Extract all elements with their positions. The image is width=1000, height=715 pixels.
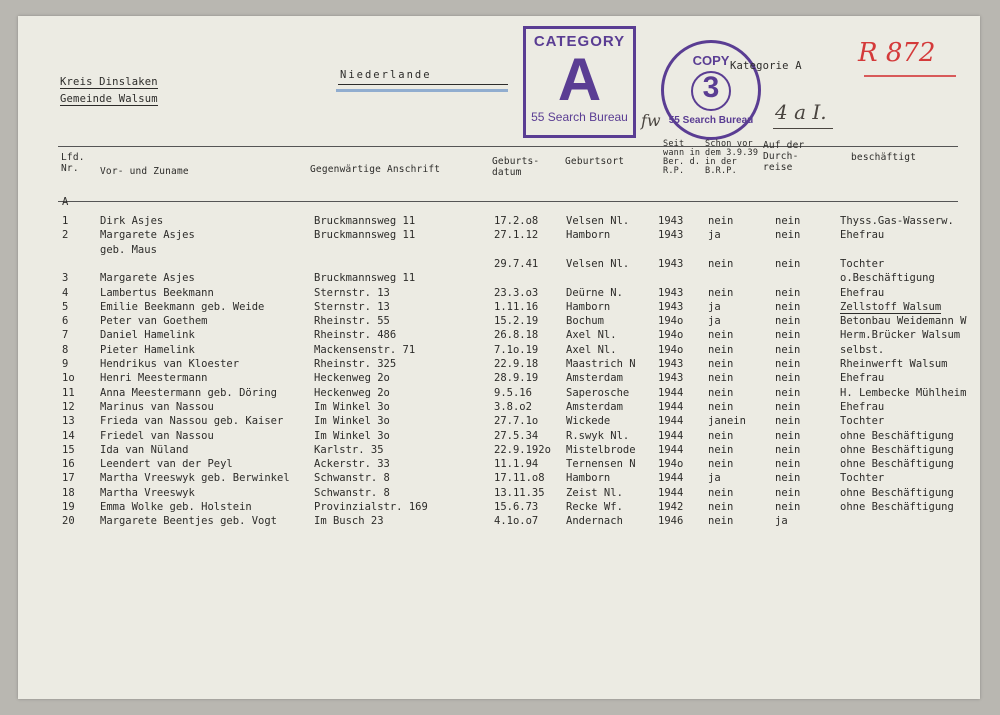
row-before: nein	[708, 458, 734, 471]
row-since: 1944	[658, 486, 684, 499]
row-birthplace: Ternensen N	[566, 458, 636, 471]
handwritten-initials: fw	[641, 111, 661, 130]
row-birthplace: Mistelbrode	[566, 443, 636, 456]
table-header-rule	[58, 201, 958, 202]
row-name: Frieda van Nassou geb. Kaiser	[100, 415, 284, 428]
row-birthplace: Deürne N.	[566, 286, 623, 299]
column-header-birthdate: Geburts- datum	[492, 156, 540, 178]
row-occupation: Ehefrau	[840, 400, 885, 413]
row-transit: nein	[775, 286, 801, 299]
table-row	[18, 472, 980, 485]
row-before: nein	[708, 329, 734, 342]
row-since: 194o	[658, 458, 684, 471]
table-row	[18, 329, 980, 342]
kreis-label: Kreis Dinslaken	[60, 76, 158, 88]
row-occupation: ohne Beschäftigung	[840, 486, 954, 499]
table-row	[18, 458, 980, 471]
row-before: ja	[708, 300, 721, 313]
column-header-address: Gegenwärtige Anschrift	[310, 164, 441, 175]
row-occupation: H. Lembecke Mühlheim	[840, 386, 967, 399]
row-birthdate: 1.11.16	[494, 300, 539, 313]
row-birthdate: 23.3.o3	[494, 286, 539, 299]
row-occupation: Tochter	[840, 472, 885, 485]
row-address: Schwanstr. 8	[314, 486, 390, 499]
row-name: Ida van Nüland	[100, 443, 189, 456]
row-before: nein	[708, 486, 734, 499]
row-name: geb. Maus	[100, 243, 157, 256]
blue-pencil-underline	[336, 89, 508, 92]
row-birthdate: 17.2.o8	[494, 215, 539, 227]
row-address: Heckenweg 2o	[314, 372, 390, 385]
table-row	[18, 372, 980, 385]
category-stamp	[523, 26, 636, 138]
row-birthdate: 26.8.18	[494, 329, 539, 342]
row-address: Bruckmannsweg 11	[314, 229, 416, 242]
row-birthplace: Hamborn	[566, 300, 611, 313]
row-name: Peter van Goethem	[100, 315, 208, 328]
row-transit: ja	[775, 515, 788, 528]
row-name: Lambertus Beekmann	[100, 286, 214, 299]
gemeinde-label: Gemeinde Walsum	[60, 93, 158, 105]
row-transit: nein	[775, 343, 801, 356]
table-row	[18, 215, 980, 228]
row-transit: nein	[775, 215, 801, 227]
row-birthdate: 7.1o.19	[494, 343, 539, 356]
row-transit: nein	[775, 257, 801, 270]
row-before: nein	[708, 358, 734, 370]
row-birthplace: Amsterdam	[566, 372, 623, 385]
row-since: 1943	[658, 215, 684, 227]
row-occupation: Ehefrau	[840, 229, 885, 242]
row-address: Bruckmannsweg 11	[314, 215, 416, 227]
copy-stamp	[661, 40, 761, 140]
row-since: 194o	[658, 329, 684, 342]
row-occupation: Thyss.Gas-Wasserw.	[840, 215, 954, 227]
table-row	[18, 501, 980, 514]
row-birthdate: 13.11.35	[494, 486, 545, 499]
row-before: nein	[708, 215, 734, 227]
row-before: janein	[708, 415, 746, 428]
column-header-since: Seit wann in Ber. d. R.P.	[663, 139, 701, 176]
row-address: Sternstr. 13	[314, 300, 390, 313]
row-since: 1943	[658, 257, 684, 270]
category-stamp-title: CATEGORY	[533, 33, 626, 50]
row-number: 1	[62, 215, 69, 227]
row-birthplace: R.swyk Nl.	[566, 429, 630, 442]
reference-number: R 872	[858, 38, 936, 68]
row-birthdate: 17.11.o8	[494, 472, 545, 485]
row-number: 14	[62, 429, 75, 442]
row-name: Henri Meestermann	[100, 372, 208, 385]
row-transit: nein	[775, 458, 801, 471]
row-number: 5	[62, 300, 69, 313]
row-occupation: Rheinwerft Walsum	[840, 358, 948, 370]
row-number: 11	[62, 386, 75, 399]
row-occupation: ohne Beschäftigung	[840, 501, 954, 513]
row-before: nein	[708, 286, 734, 299]
row-birthdate: 15.6.73	[494, 501, 539, 513]
row-address: Schwanstr. 8	[314, 472, 390, 485]
row-occupation: ohne Beschäftigung	[840, 429, 954, 442]
row-address: Im Busch 23	[314, 515, 384, 528]
row-since: 1942	[658, 501, 684, 513]
row-since: 1944	[658, 386, 684, 399]
row-name: Pieter Hamelink	[100, 343, 195, 356]
row-since: 1944	[658, 415, 684, 428]
row-name: Hendrikus van Kloester	[100, 358, 240, 370]
row-since: 1946	[658, 515, 684, 528]
category-stamp-subtitle: 55 Search Bureau	[531, 110, 628, 124]
row-before: nein	[708, 443, 734, 456]
row-transit: nein	[775, 372, 801, 385]
row-name: Margarete Asjes	[100, 272, 195, 285]
country-label: Niederlande	[340, 69, 432, 81]
row-number: 13	[62, 415, 75, 428]
row-address: Im Winkel 3o	[314, 415, 390, 428]
category-stamp-letter: A	[557, 46, 602, 113]
row-number: 7	[62, 329, 69, 342]
table-row	[18, 301, 980, 314]
row-name: Friedel van Nassou	[100, 429, 214, 442]
table-top-rule	[58, 146, 958, 147]
row-birthplace: Velsen Nl.	[566, 215, 630, 227]
column-header-before: Schon vor dem 3.9.39 in der B.R.P.	[705, 139, 759, 176]
row-address: Karlstr. 35	[314, 443, 384, 456]
row-occupation: Ehefrau	[840, 372, 885, 385]
row-birthplace: Bochum	[566, 315, 604, 328]
row-number: 18	[62, 486, 75, 499]
copy-stamp-subtitle: 55 Search Bureau	[668, 115, 754, 126]
row-address: Rheinstr. 55	[314, 315, 390, 328]
row-number: 20	[62, 515, 75, 528]
row-address: Mackensenstr. 71	[314, 343, 416, 356]
column-header-name: Vor- und Zuname	[100, 166, 189, 177]
row-number: 8	[62, 343, 69, 356]
row-before: nein	[708, 515, 734, 528]
row-name: Daniel Hamelink	[100, 329, 195, 342]
row-since: 1943	[658, 229, 684, 242]
row-occupation: o.Beschäftigung	[840, 272, 935, 285]
country-underline	[338, 84, 508, 85]
column-header-birthplace: Geburtsort	[565, 156, 625, 167]
row-occupation: Herm.Brücker Walsum	[840, 329, 961, 342]
row-transit: nein	[775, 415, 801, 428]
table-row	[18, 444, 980, 457]
row-transit: nein	[775, 329, 801, 342]
row-number: 15	[62, 443, 75, 456]
row-before: nein	[708, 400, 734, 413]
row-name: Marinus van Nassou	[100, 400, 214, 413]
row-since: 194o	[658, 315, 684, 328]
table-row	[18, 229, 980, 242]
row-birthplace: Recke Wf.	[566, 501, 623, 513]
row-since: 194o	[658, 343, 684, 356]
row-number: 6	[62, 315, 69, 328]
row-birthplace: Maastrich N	[566, 358, 636, 370]
row-transit: nein	[775, 229, 801, 242]
row-name: Emma Wolke geb. Holstein	[100, 501, 252, 513]
row-number: 17	[62, 472, 75, 485]
row-address: Bruckmannsweg 11	[314, 272, 416, 285]
table-row	[18, 515, 980, 528]
row-before: nein	[708, 372, 734, 385]
row-address: Im Winkel 3o	[314, 429, 390, 442]
row-transit: nein	[775, 315, 801, 328]
table-row	[18, 315, 980, 328]
row-address: Im Winkel 3o	[314, 400, 390, 413]
table-row	[18, 415, 980, 428]
row-birthdate: 4.1o.o7	[494, 515, 539, 528]
row-birthdate: 29.7.41	[494, 257, 539, 270]
row-occupation: ohne Beschäftigung	[840, 458, 954, 471]
row-birthdate: 28.9.19	[494, 372, 539, 385]
row-transit: nein	[775, 472, 801, 485]
row-before: nein	[708, 257, 734, 270]
row-occupation: Tochter	[840, 257, 885, 270]
column-header-a: A	[62, 196, 69, 208]
row-name: Emilie Beekmann geb. Weide	[100, 300, 265, 313]
row-transit: nein	[775, 386, 801, 399]
row-birthplace: Amsterdam	[566, 400, 623, 413]
row-transit: nein	[775, 443, 801, 456]
row-before: nein	[708, 386, 734, 399]
table-row	[18, 401, 980, 414]
row-birthdate: 27.5.34	[494, 429, 539, 442]
row-birthplace: Saperosche	[566, 386, 630, 399]
row-address: Provinzialstr. 169	[314, 501, 428, 513]
table-row	[18, 287, 980, 300]
row-birthplace: Andernach	[566, 515, 623, 528]
row-birthplace: Axel Nl.	[566, 343, 617, 356]
row-number: 19	[62, 501, 75, 513]
row-birthdate: 22.9.18	[494, 358, 539, 370]
row-transit: nein	[775, 400, 801, 413]
column-header-occupation: beschäftigt	[851, 152, 917, 163]
reference-underline	[864, 75, 956, 77]
row-occupation: Zellstoff Walsum	[840, 300, 942, 313]
row-before: ja	[708, 315, 721, 328]
row-birthdate: 22.9.192o	[494, 443, 551, 456]
row-since: 1944	[658, 472, 684, 485]
document-page	[18, 16, 980, 699]
row-birthdate: 9.5.16	[494, 386, 532, 399]
row-since: 1943	[658, 300, 684, 313]
row-occupation: Ehefrau	[840, 286, 885, 299]
row-name: Margarete Asjes	[100, 229, 195, 242]
row-birthdate: 3.8.o2	[494, 400, 532, 413]
row-since: 1943	[658, 372, 684, 385]
row-name: Martha Vreeswyk	[100, 486, 195, 499]
column-header-lfd: Lfd. Nr.	[61, 152, 85, 174]
row-birthplace: Velsen Nl.	[566, 257, 630, 270]
table-row	[18, 358, 980, 371]
row-transit: nein	[775, 300, 801, 313]
row-birthplace: Hamborn	[566, 472, 611, 485]
row-birthplace: Zeist Nl.	[566, 486, 623, 499]
row-occupation: selbst.	[840, 343, 885, 356]
row-before: nein	[708, 429, 734, 442]
row-address: Heckenweg 2o	[314, 386, 390, 399]
row-occupation: Betonbau Weidemann W	[840, 315, 967, 328]
row-number: 4	[62, 286, 69, 299]
row-address: Sternstr. 13	[314, 286, 390, 299]
row-name: Leendert van der Peyl	[100, 458, 233, 471]
hand-note-underline	[773, 128, 833, 129]
row-before: nein	[708, 343, 734, 356]
row-address: Rheinstr. 325	[314, 358, 397, 370]
row-birthdate: 27.1.12	[494, 229, 539, 242]
row-name: Margarete Beentjes geb. Vogt	[100, 515, 278, 528]
row-transit: nein	[775, 429, 801, 442]
row-number: 1o	[62, 372, 75, 385]
row-since: 1944	[658, 429, 684, 442]
row-since: 1943	[658, 358, 684, 370]
table-row	[18, 487, 980, 500]
row-number: 9	[62, 358, 69, 370]
row-before: ja	[708, 472, 721, 485]
row-address: Rheinstr. 486	[314, 329, 397, 342]
row-since: 1944	[658, 400, 684, 413]
row-number: 16	[62, 458, 75, 471]
row-number: 3	[62, 272, 69, 285]
row-number: 12	[62, 400, 75, 413]
row-before: nein	[708, 501, 734, 513]
row-occupation: Tochter	[840, 415, 885, 428]
row-name: Martha Vreeswyk geb. Berwinkel	[100, 472, 290, 485]
handwritten-note: 4 a I.	[775, 100, 827, 124]
row-since: 1944	[658, 443, 684, 456]
row-birthplace: Wickede	[566, 415, 611, 428]
row-birthdate: 27.7.1o	[494, 415, 539, 428]
row-birthplace: Axel Nl.	[566, 329, 617, 342]
table-row	[18, 258, 980, 271]
row-address: Ackerstr. 33	[314, 458, 390, 471]
table-row	[18, 344, 980, 357]
table-row	[18, 387, 980, 400]
row-birthplace: Hamborn	[566, 229, 611, 242]
row-before: ja	[708, 229, 721, 242]
row-number: 2	[62, 229, 69, 242]
row-transit: nein	[775, 358, 801, 370]
kategorie-label: Kategorie A	[730, 60, 802, 72]
column-header-transit: Auf der Durch- reise	[763, 140, 805, 173]
table-row	[18, 244, 980, 257]
row-name: Dirk Asjes	[100, 215, 164, 227]
row-transit: nein	[775, 486, 801, 499]
row-birthdate: 15.2.19	[494, 315, 539, 328]
row-transit: nein	[775, 501, 801, 513]
copy-stamp-number: 3	[691, 71, 731, 111]
table-row	[18, 272, 980, 285]
table-row	[18, 430, 980, 443]
row-birthdate: 11.1.94	[494, 458, 539, 471]
copy-stamp-title: COPY	[692, 53, 730, 68]
row-name: Anna Meestermann geb. Döring	[100, 386, 278, 399]
row-occupation: ohne Beschäftigung	[840, 443, 954, 456]
row-since: 1943	[658, 286, 684, 299]
